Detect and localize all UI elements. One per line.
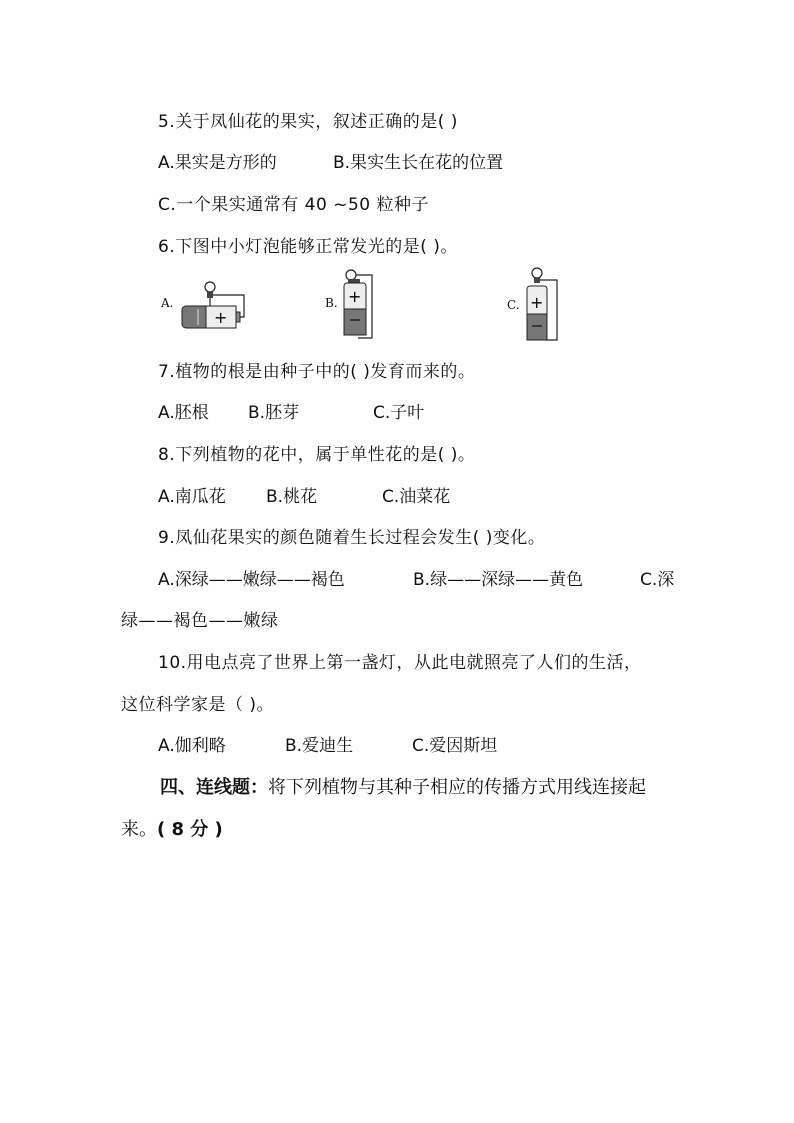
q8-stem: 8.下列植物的花中，属于单性花的是( )。 [158,445,476,465]
q9-option-b: B.绿——深绿——黄色 [413,570,584,590]
q9-option-a: A.深绿——嫩绿——褐色 [158,570,345,590]
section-4-score: ( 8 分 ) [157,819,223,840]
section-4-line-2 [121,815,223,841]
q5-stem: 5.关于凤仙花的果实，叙述正确的是( ) [158,112,458,132]
q10-stem-continuation: 这位科学家是（ )。 [121,695,275,715]
figure-b-label: B. [325,296,338,310]
section-4-heading: 四、连线题： [160,777,268,798]
q7-option-a: A.胚根 [158,403,209,423]
svg-text:+: + [530,293,544,312]
q5-option-c: C.一个果实通常有 40 ~50 粒种子 [158,195,429,215]
q10-option-b: B.爱迪生 [285,736,354,756]
q9-option-c: C.深 [640,570,675,590]
q10-stem: 10.用电点亮了世界上第一盏灯，从此电就照亮了人们的生活， [158,653,642,673]
q8-option-b: B.桃花 [266,487,318,507]
q5-option-b: B.果实生长在花的位置 [333,153,504,173]
circuit-figure-a [158,272,258,332]
circuit-figure-c [505,264,575,344]
q8-option-a: A.南瓜花 [158,487,226,507]
section-4-text: 将下列植物与其种子相应的传播方式用线连接起 [268,777,646,798]
section-4-text-2: 来。 [121,819,157,840]
figure-a-label: A. [161,296,174,310]
q10-option-a: A.伽利略 [158,736,226,756]
section-4-line-1 [160,773,646,799]
q9-option-c-continuation: 绿——褐色——嫩绿 [121,611,279,631]
q5-option-a: A.果实是方形的 [158,153,277,173]
q7-option-c: C.子叶 [373,403,425,423]
svg-text:+: + [214,308,228,327]
q8-option-c: C.油菜花 [382,487,451,507]
q10-option-c: C.爱因斯坦 [412,736,498,756]
q7-option-b: B.胚芽 [248,403,300,423]
q9-stem: 9.凤仙花果实的颜色随着生长过程会发生( )变化。 [158,528,546,548]
q6-stem: 6.下图中小灯泡能够正常发光的是( )。 [158,237,458,257]
figure-c-label: C. [507,298,520,312]
svg-text:+: + [348,287,362,306]
q7-stem: 7.植物的根是由种子中的( )发育而来的。 [158,362,476,382]
circuit-figure-b [322,266,402,342]
